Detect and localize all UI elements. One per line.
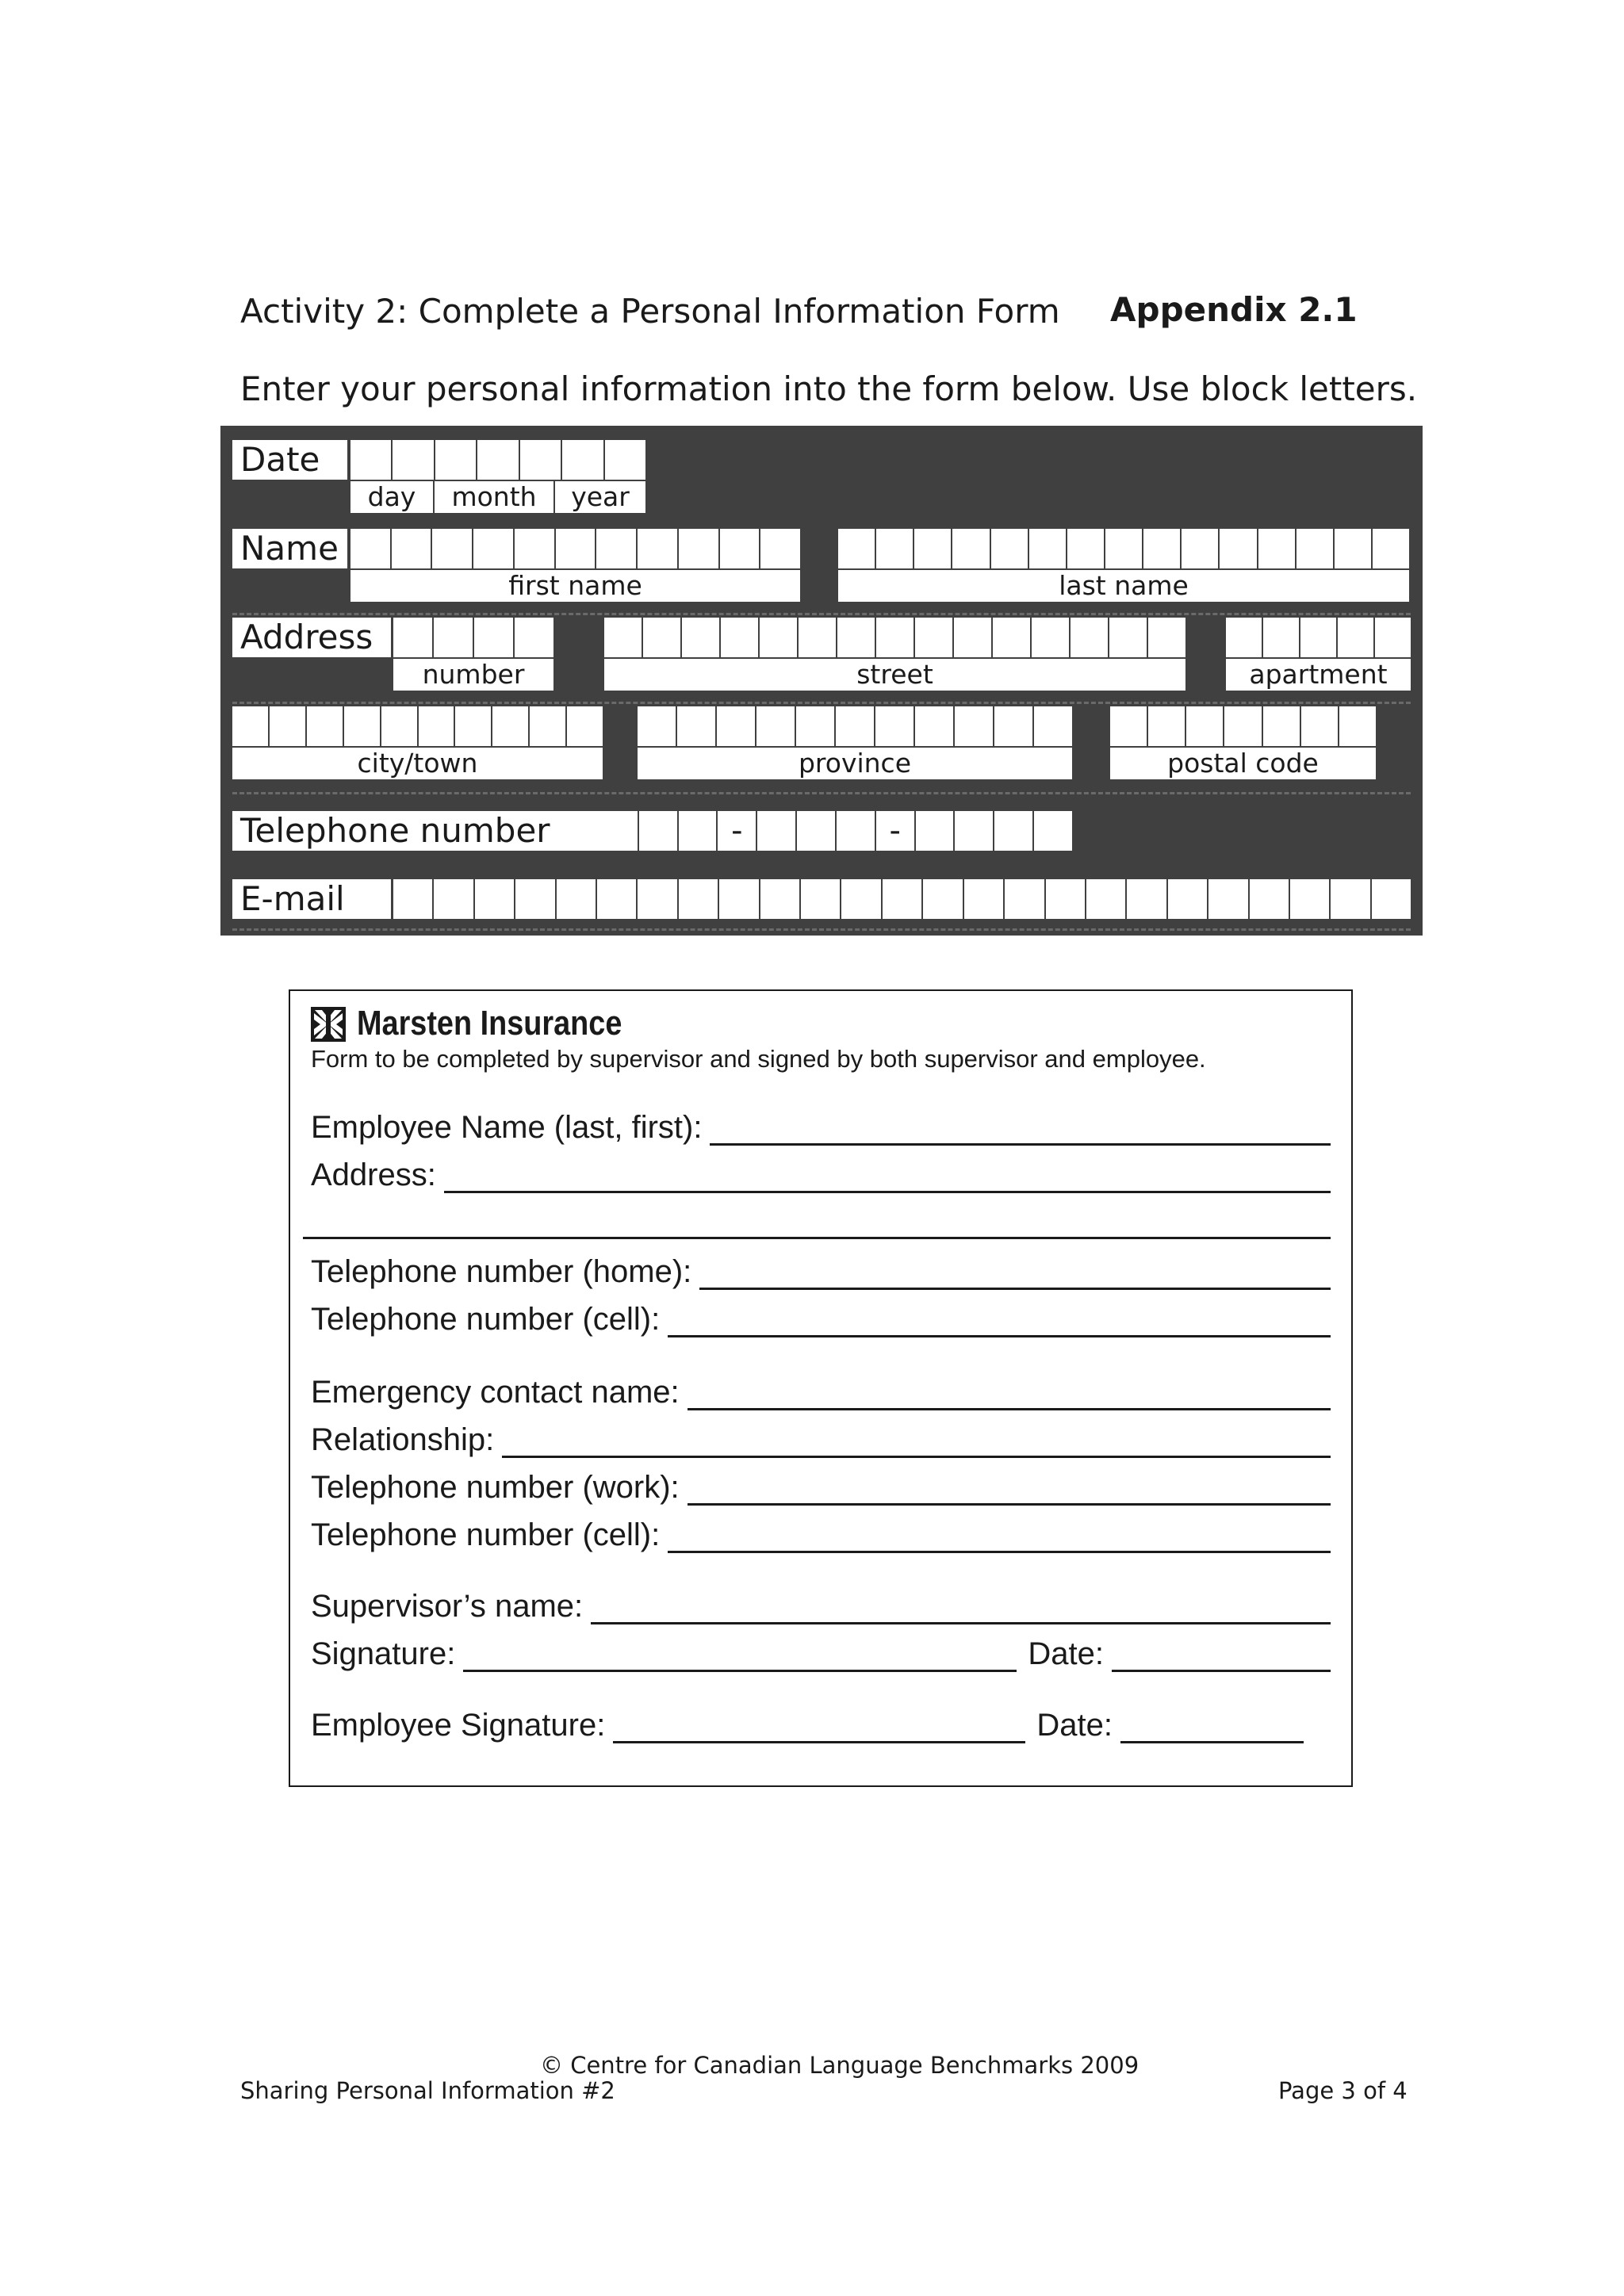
supervisor-signature-row [311, 1636, 1331, 1672]
letter-box[interactable] [435, 440, 477, 480]
activity-title: Activity 2: Complete a Personal Information Form [240, 292, 1060, 331]
relationship-row [311, 1422, 1331, 1458]
letter-box[interactable] [1046, 879, 1086, 919]
letter-box[interactable] [955, 811, 994, 851]
month-label: month [435, 481, 555, 513]
tel-work-label: Telephone number (work): [311, 1470, 680, 1505]
letter-box[interactable] [1034, 706, 1072, 746]
tel-cell-2-label: Telephone number (cell): [311, 1517, 661, 1552]
letter-box[interactable] [801, 879, 841, 919]
letter-box[interactable] [760, 879, 801, 919]
tel-home-label: Telephone number (home): [311, 1254, 692, 1289]
letter-box[interactable] [393, 618, 434, 657]
letter-box[interactable] [1148, 618, 1185, 657]
address-row [311, 1158, 1331, 1193]
letter-box[interactable] [1300, 618, 1338, 657]
marsten-logo-icon [311, 1007, 346, 1042]
letter-box[interactable] [1258, 529, 1297, 568]
letter-box[interactable] [991, 529, 1029, 568]
emergency-name-label: Emergency contact name: [311, 1375, 680, 1410]
letter-box[interactable] [270, 706, 307, 746]
letter-box[interactable] [307, 706, 344, 746]
divider [232, 928, 1411, 931]
letter-box[interactable] [954, 618, 993, 657]
letter-box[interactable] [1067, 529, 1105, 568]
signature-label: Signature: [311, 1636, 456, 1671]
supervisor-date-field[interactable] [1112, 1638, 1331, 1672]
letter-box[interactable] [757, 811, 797, 851]
relationship-field[interactable] [502, 1424, 1331, 1458]
letter-box[interactable] [381, 706, 419, 746]
email-input[interactable] [393, 879, 1411, 919]
letter-box[interactable] [837, 618, 876, 657]
address-label-card: Address: [311, 1158, 436, 1192]
letter-box[interactable] [419, 706, 456, 746]
letter-box[interactable] [1005, 879, 1045, 919]
letter-box[interactable] [1220, 529, 1258, 568]
tel-cell-2-field[interactable] [668, 1519, 1331, 1553]
letter-box[interactable] [760, 618, 799, 657]
letter-box[interactable] [473, 529, 515, 568]
letter-box[interactable] [1339, 706, 1376, 746]
city-input[interactable] [232, 706, 603, 746]
date-label-card-2: Date: [1036, 1708, 1113, 1743]
letter-box[interactable] [1338, 618, 1375, 657]
letter-box[interactable] [639, 811, 679, 851]
letter-box[interactable] [1148, 706, 1186, 746]
year-label: year [571, 481, 630, 512]
phone-separator: - [876, 811, 916, 851]
tel-cell-2-row [311, 1517, 1331, 1553]
letter-box[interactable] [679, 879, 719, 919]
letter-box[interactable] [434, 879, 474, 919]
form-subtitle: Form to be completed by supervisor and signed by both supervisor and employee. [311, 1045, 1206, 1073]
letter-box[interactable] [1375, 618, 1411, 657]
tel-work-row [311, 1470, 1331, 1506]
letter-box[interactable] [492, 706, 530, 746]
apartment-input[interactable] [1226, 618, 1411, 657]
letter-box[interactable] [455, 706, 492, 746]
letter-box[interactable] [875, 706, 915, 746]
letter-box[interactable] [1110, 706, 1148, 746]
letter-box[interactable] [964, 879, 1005, 919]
phone-separator: - [718, 811, 757, 851]
insurance-form-card [289, 989, 1353, 1787]
letter-box[interactable] [883, 879, 923, 919]
city-label: city/town [232, 748, 603, 779]
appendix-label: Appendix 2.1 [1110, 290, 1358, 329]
date-label-card: Date: [1028, 1636, 1104, 1671]
letter-box[interactable] [1086, 879, 1127, 919]
address-number-input[interactable] [393, 618, 553, 657]
copyright: © Centre for Canadian Language Benchmarks 2009 [540, 2052, 1139, 2079]
letter-box[interactable] [721, 618, 760, 657]
letter-box[interactable] [638, 879, 678, 919]
street-label: street [604, 659, 1185, 691]
letter-box[interactable] [605, 440, 645, 480]
tel-home-row [311, 1254, 1331, 1290]
letter-box[interactable] [1182, 529, 1220, 568]
letter-box[interactable] [1143, 529, 1182, 568]
letter-box[interactable] [596, 529, 638, 568]
letter-box[interactable] [717, 706, 756, 746]
letter-box[interactable] [432, 529, 473, 568]
letter-box[interactable] [994, 706, 1034, 746]
letter-box[interactable] [597, 879, 638, 919]
address-field[interactable] [444, 1159, 1331, 1193]
address-label: Address [232, 618, 391, 657]
letter-box[interactable] [799, 618, 837, 657]
letter-box[interactable] [1263, 618, 1300, 657]
letter-box[interactable] [350, 529, 392, 568]
letter-box[interactable] [643, 618, 682, 657]
letter-box[interactable] [520, 440, 562, 480]
letter-box[interactable] [1263, 706, 1301, 746]
letter-box[interactable] [350, 440, 393, 480]
letter-box[interactable] [556, 529, 597, 568]
letter-box[interactable] [1331, 879, 1371, 919]
letter-box[interactable] [841, 879, 882, 919]
letter-box[interactable] [232, 706, 270, 746]
letter-box[interactable] [760, 529, 800, 568]
emergency-name-row [311, 1375, 1331, 1410]
letter-box[interactable] [923, 879, 963, 919]
letter-box[interactable] [515, 879, 556, 919]
date-label: Date [232, 440, 347, 480]
supervisor-name-field[interactable] [591, 1590, 1331, 1624]
letter-box[interactable] [720, 529, 761, 568]
letter-box[interactable] [393, 879, 434, 919]
letter-box[interactable] [915, 706, 955, 746]
date-sublabels [350, 481, 645, 513]
letter-box[interactable] [1335, 529, 1373, 568]
number-label: number [393, 659, 553, 691]
letter-box[interactable] [530, 706, 567, 746]
employee-name-label: Employee Name (last, first): [311, 1110, 703, 1145]
letter-box[interactable] [434, 618, 474, 657]
letter-box[interactable] [1105, 529, 1143, 568]
letter-box[interactable] [876, 618, 915, 657]
letter-box[interactable] [994, 811, 1034, 851]
tel-cell-field[interactable] [668, 1303, 1331, 1337]
letter-box[interactable] [1290, 879, 1331, 919]
letter-box[interactable] [993, 618, 1032, 657]
tel-cell-row [311, 1302, 1331, 1337]
emergency-name-field[interactable] [688, 1376, 1331, 1410]
last-name-input[interactable] [838, 529, 1409, 568]
letter-box[interactable] [557, 879, 597, 919]
letter-box[interactable] [719, 879, 760, 919]
divider [232, 792, 1411, 794]
letter-box[interactable] [1032, 618, 1071, 657]
letter-box[interactable] [955, 706, 994, 746]
letter-box[interactable] [836, 706, 875, 746]
letter-box[interactable] [477, 440, 519, 480]
letter-box[interactable] [344, 706, 381, 746]
supervisor-name-label: Supervisor’s name: [311, 1589, 584, 1624]
supervisor-name-row [311, 1589, 1331, 1624]
first-name-input[interactable] [350, 529, 800, 568]
letter-box[interactable] [393, 440, 435, 480]
page-number: Page 3 of 4 [1278, 2077, 1408, 2104]
personal-information-form [220, 426, 1423, 936]
letter-box[interactable] [604, 618, 643, 657]
letter-box[interactable] [1301, 706, 1339, 746]
tel-cell-label: Telephone number (cell): [311, 1302, 661, 1337]
letter-box[interactable] [474, 618, 515, 657]
letter-box[interactable] [837, 811, 876, 851]
letter-box[interactable] [915, 618, 954, 657]
letter-box[interactable] [515, 529, 556, 568]
employee-name-row [311, 1110, 1331, 1146]
telephone-input[interactable] [599, 811, 1072, 851]
employee-signature-label: Employee Signature: [311, 1708, 606, 1743]
letter-box[interactable] [1127, 879, 1167, 919]
brand-name: Marsten Insurance [357, 1004, 622, 1043]
letter-box[interactable] [1186, 706, 1224, 746]
letter-box[interactable] [677, 706, 717, 746]
letter-box[interactable] [838, 529, 876, 568]
letter-box[interactable] [1034, 811, 1072, 851]
letter-box[interactable] [475, 879, 515, 919]
province-label: province [638, 748, 1072, 779]
letter-box[interactable] [1226, 618, 1263, 657]
first-name-label: first name [350, 570, 800, 602]
letter-box[interactable] [1250, 879, 1290, 919]
letter-box[interactable] [1372, 879, 1411, 919]
letter-box[interactable] [1224, 706, 1262, 746]
letter-box[interactable] [1373, 529, 1409, 568]
letter-box[interactable] [682, 618, 721, 657]
divider [232, 702, 1411, 704]
letter-box[interactable] [1297, 529, 1335, 568]
tel-work-field[interactable] [688, 1471, 1331, 1506]
letter-box[interactable] [638, 529, 679, 568]
document-title: Sharing Personal Information #2 [240, 2077, 615, 2104]
letter-box[interactable] [1071, 618, 1109, 657]
province-input[interactable] [638, 706, 1072, 746]
letter-box[interactable] [567, 706, 603, 746]
letter-box[interactable] [599, 811, 639, 851]
letter-box[interactable] [638, 706, 677, 746]
last-name-label: last name [838, 570, 1409, 602]
address-field-line-2[interactable] [303, 1205, 1331, 1239]
street-input[interactable] [604, 618, 1185, 657]
letter-box[interactable] [797, 811, 837, 851]
employee-signature-field[interactable] [613, 1709, 1025, 1743]
address-row-2 [303, 1205, 1331, 1239]
letter-box[interactable] [876, 529, 914, 568]
date-input[interactable] [350, 440, 645, 480]
instructions: Enter your personal information into the form below. Use block letters. [240, 369, 1418, 408]
letter-box[interactable] [515, 618, 553, 657]
tel-home-field[interactable] [699, 1256, 1331, 1290]
letter-box[interactable] [914, 529, 952, 568]
letter-box[interactable] [562, 440, 604, 480]
postal-code-input[interactable] [1110, 706, 1376, 746]
employee-signature-row [311, 1708, 1331, 1743]
employee-date-field[interactable] [1120, 1709, 1304, 1743]
supervisor-signature-field[interactable] [463, 1638, 1017, 1672]
letter-box[interactable] [679, 529, 720, 568]
letter-box[interactable] [392, 529, 433, 568]
relationship-label: Relationship: [311, 1422, 495, 1457]
letter-box[interactable] [952, 529, 990, 568]
name-label: Name [232, 529, 347, 568]
letter-box[interactable] [916, 811, 956, 851]
letter-box[interactable] [1109, 618, 1148, 657]
letter-box[interactable] [1208, 879, 1249, 919]
letter-box[interactable] [756, 706, 796, 746]
telephone-label: Telephone number [232, 811, 603, 851]
employee-name-field[interactable] [710, 1112, 1331, 1146]
letter-box[interactable] [796, 706, 836, 746]
divider [232, 613, 1411, 615]
letter-box[interactable] [1029, 529, 1067, 568]
apartment-label: apartment [1226, 659, 1411, 691]
letter-box[interactable] [1168, 879, 1208, 919]
letter-box[interactable] [679, 811, 718, 851]
postal-code-label: postal code [1110, 748, 1376, 779]
day-label: day [350, 481, 435, 513]
email-label: E-mail [232, 879, 391, 919]
